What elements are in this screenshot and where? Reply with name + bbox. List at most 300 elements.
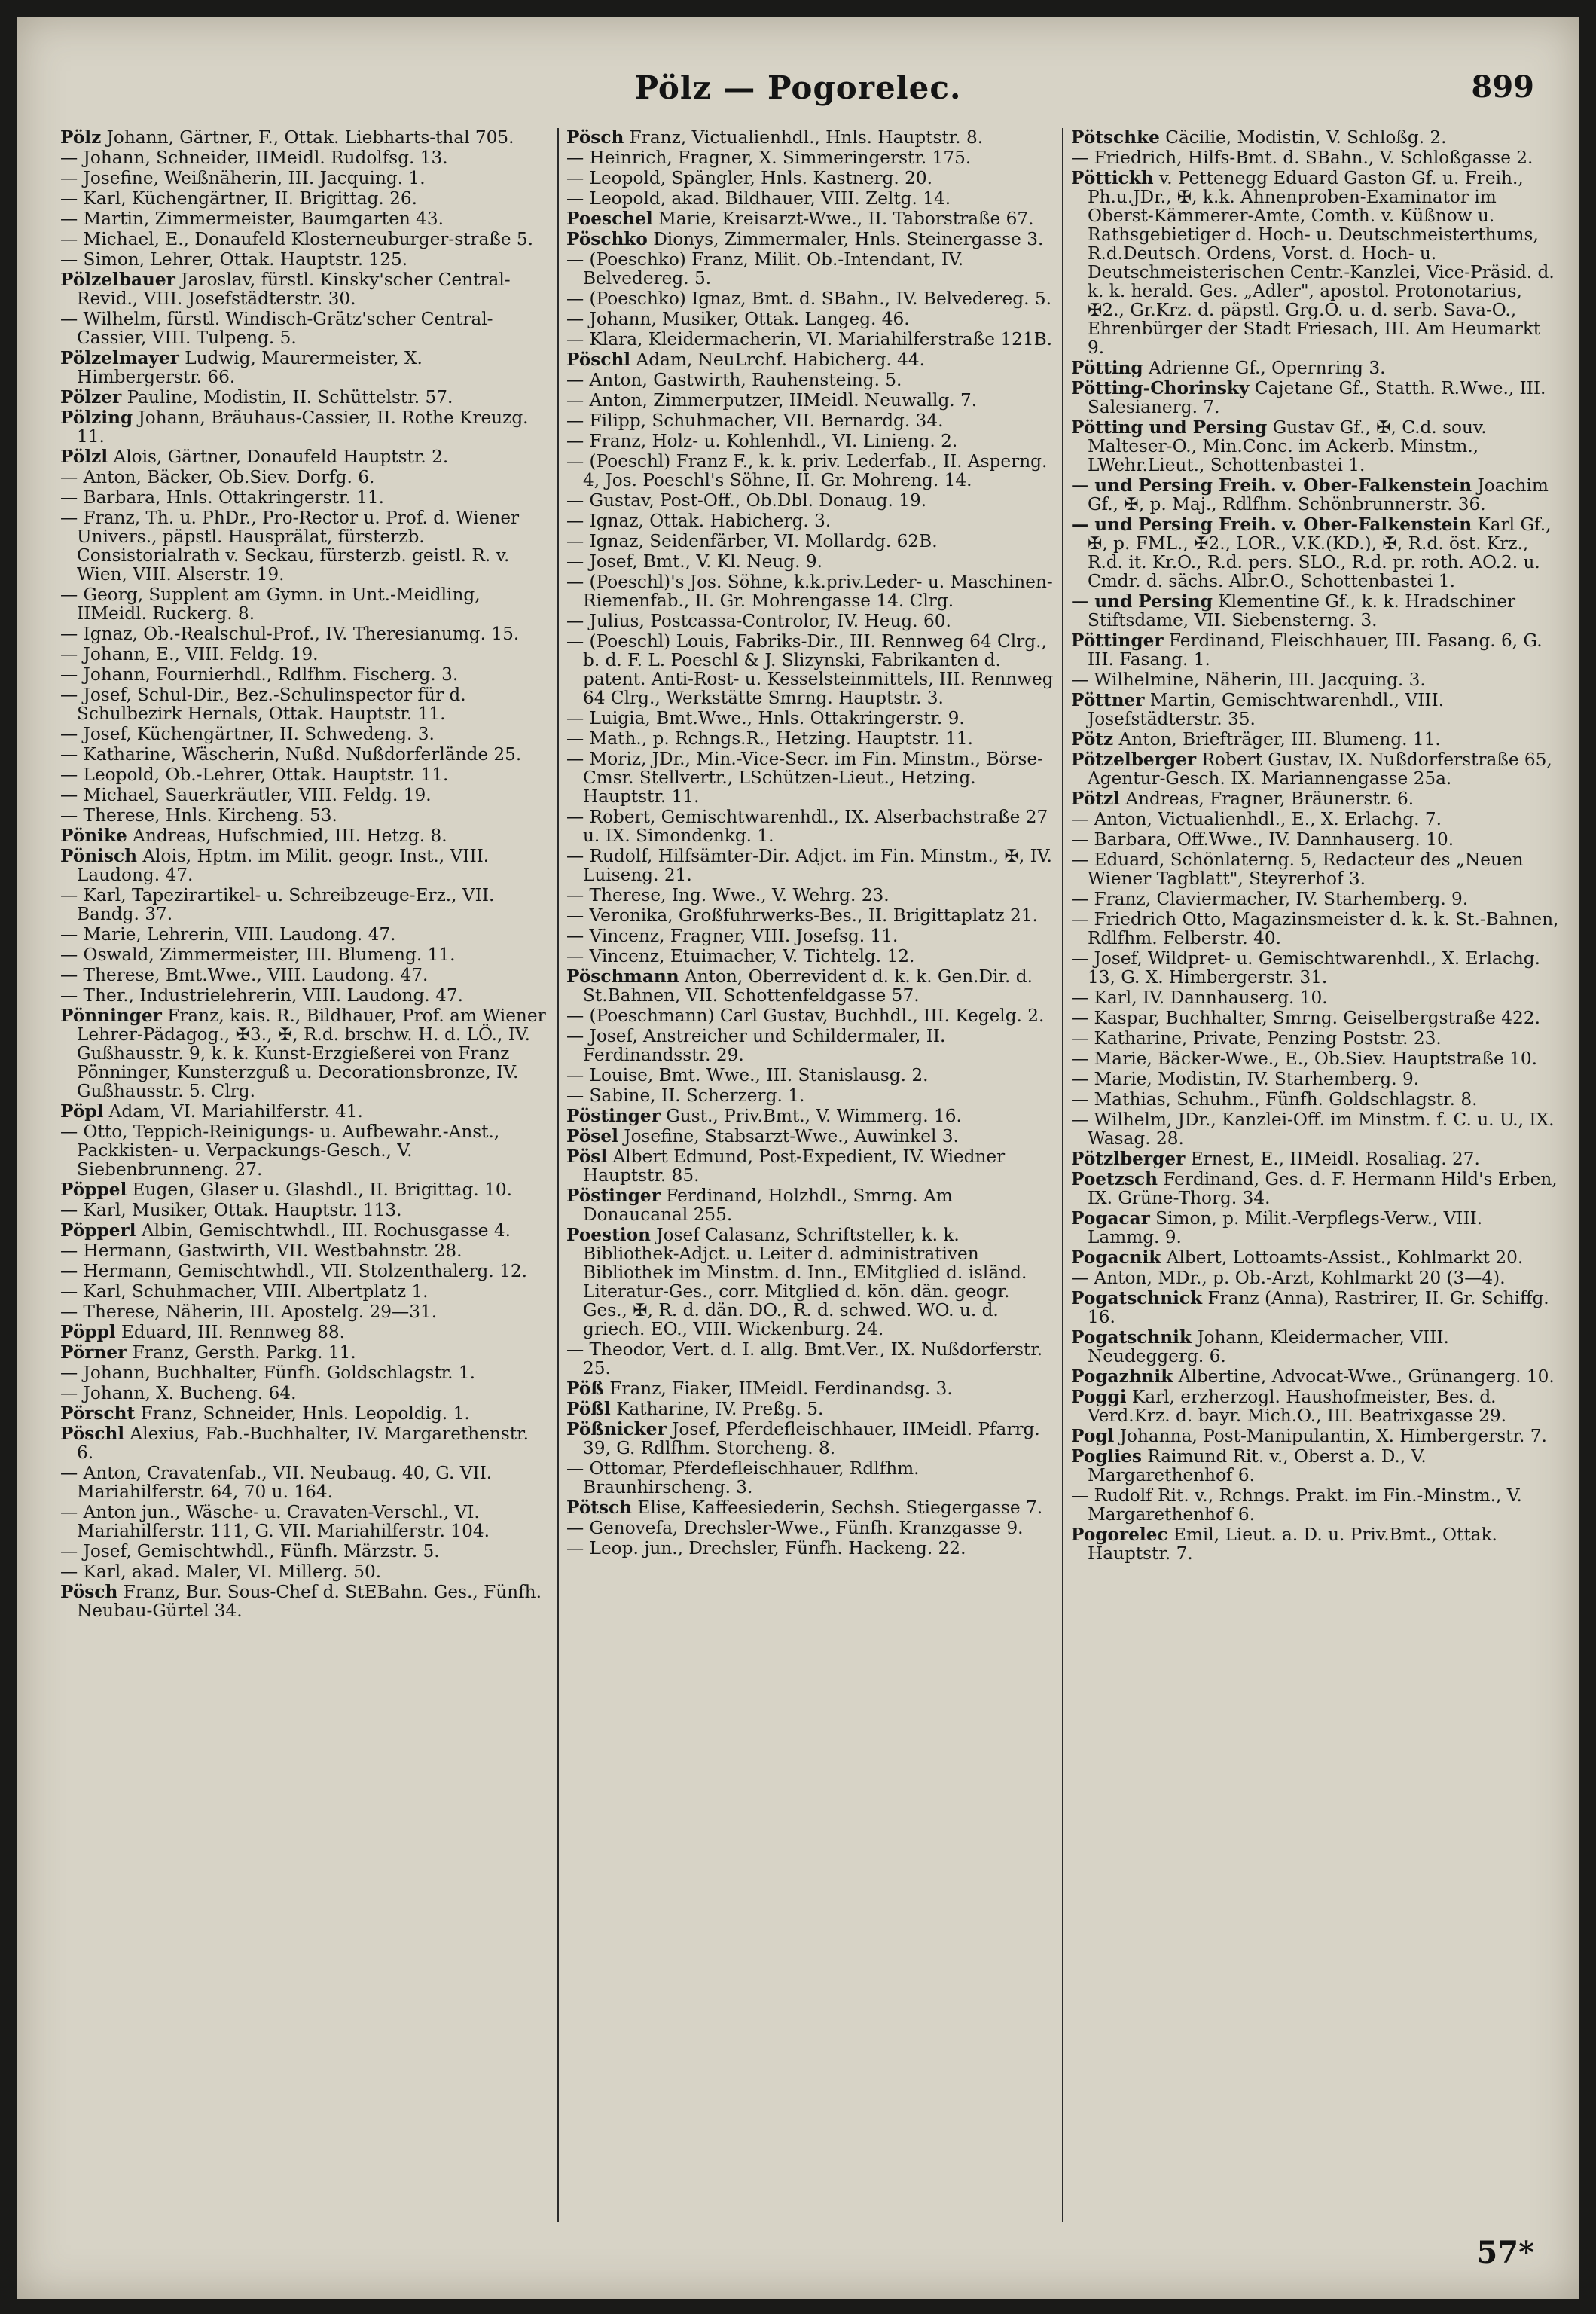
directory-entry: [566, 1400, 1054, 1418]
directory-entry: [566, 632, 1054, 707]
entry-details: — Ignaz, Ob.-Realschul-Prof., IV. Theresianumg. 15.: [60, 624, 520, 644]
directory-entry: [60, 169, 550, 188]
entry-surname: Poetzsch: [1071, 1169, 1158, 1189]
entry-surname: Pötting und Persing: [1071, 417, 1268, 438]
entry-details: Alexius, Fab.-Buchhalter, IV. Margarethenstr. 6.: [77, 1424, 529, 1463]
entry-details: — Friedrich, Hilfs-Bmt. d. SBahn., V. Schloßgasse 2.: [1071, 148, 1533, 168]
entry-details: — (Poeschmann) Carl Gustav, Buchhdl., III. Kegelg. 2.: [566, 1006, 1045, 1026]
entry-details: Elise, Kaffeesiederin, Sechsh. Stiegergasse 7.: [632, 1497, 1043, 1518]
entry-surname: Pogatschnick: [1071, 1288, 1203, 1308]
entry-surname: Pößnicker: [566, 1419, 667, 1439]
entry-surname: Pösch: [60, 1582, 118, 1602]
directory-entry: [566, 1027, 1054, 1064]
entry-details: — Michael, Sauerkräutler, VIII. Feldg. 19.: [60, 785, 432, 805]
entry-details: — Ottomar, Pferdefleischhauer, Rdlfhm. Braunhirscheng. 3.: [566, 1458, 920, 1497]
directory-entry: [1071, 128, 1559, 147]
entry-surname: Pöppel: [60, 1180, 127, 1200]
directory-entry: [566, 1539, 1054, 1558]
directory-entry: [1071, 418, 1559, 475]
entry-surname: Poeschel: [566, 209, 653, 229]
entry-details: Franz, kais. R., Bildhauer, Prof. am Wiener Lehrer-Pädagog., ✠3., ✠, R.d. brschw. H. d. LÖ., IV. Gußhausstr. 9, k. k. Kunst-Erzgießerei von Franz Pönninger, Kunsterzguß u. Decorationsbronze, IV. Gußhausstr. 5. Clrg.: [77, 1006, 546, 1101]
directory-entry: [1071, 1248, 1559, 1267]
directory-entry: [566, 169, 1054, 188]
entry-details: — Johann, Fournierhdl., Rdlfhm. Fischerg. 3.: [60, 664, 459, 685]
directory-entry: [1071, 949, 1559, 987]
entry-details: — Leopold, Spängler, Hnls. Kastnerg. 20.: [566, 168, 932, 188]
page-header: [17, 69, 1579, 114]
entry-details: — Sabine, II. Scherzerg. 1.: [566, 1085, 805, 1106]
entry-details: Josef Calasanz, Schriftsteller, k. k. Bibliothek-Adjct. u. Leiter d. administrativen Bibliothek im Minstm. d. Inn., EMitglied d. isländ. Literatur-Ges., corr. Mitglied d. kön. dän. geogr. Ges., ✠, R. d. dän. DO., R. d. schwed. WO. u. d. griech. EO., VIII. Wickenburg. 24.: [583, 1225, 1027, 1339]
directory-entry: [566, 1340, 1054, 1378]
directory-entry: [1071, 1486, 1559, 1524]
entry-details: — Math., p. Rchngs.R., Hetzing. Hauptstr. 11.: [566, 728, 973, 749]
entry-details: — Martin, Zimmermeister, Baumgarten 43.: [60, 209, 444, 229]
entry-details: Alois, Hptm. im Milit. geogr. Inst., VIII. Laudong. 47.: [77, 846, 490, 885]
entry-surname: Pönninger: [60, 1006, 162, 1026]
entry-details: Eugen, Glaser u. Glashdl., II. Brigittag. 10.: [127, 1180, 513, 1200]
entry-details: — Hermann, Gemischtwhdl., VII. Stolzenthalerg. 12.: [60, 1261, 527, 1281]
directory-entry: [566, 371, 1054, 389]
directory-entry: [566, 1186, 1054, 1224]
entry-surname: Pöttinger: [1071, 630, 1164, 651]
entry-details: Karl, erzherzogl. Haushofmeister, Bes. d. Verd.Krz. d. bayr. Mich.O., III. Beatrixgasse 29.: [1088, 1387, 1506, 1426]
directory-entry: [60, 270, 550, 308]
directory-entry: [1071, 515, 1559, 591]
entry-details: Marie, Kreisarzt-Wwe., II. Taborstraße 67.: [652, 209, 1034, 229]
entry-details: Johann, Gärtner, F., Ottak. Liebharts-thal 705.: [101, 128, 514, 148]
directory-entry: [60, 847, 550, 884]
directory-entry: [566, 1107, 1054, 1125]
entry-surname: Pösch: [566, 128, 624, 148]
entry-details: Andreas, Hufschmied, III. Hetzg. 8.: [127, 826, 447, 846]
entry-details: — Georg, Supplent am Gymn. in Unt.-Meidling, IIMeidl. Ruckerg. 8.: [60, 585, 481, 624]
entry-details: — Josef, Schul-Dir., Bez.-Schulinspector für d. Schulbezirk Hernals, Ottak. Hauptstr. 11.: [60, 685, 466, 724]
entry-details: — Klara, Kleidermacherin, VI. Mariahilferstraße 121B.: [566, 329, 1052, 350]
entry-surname: Pöttner: [1071, 690, 1145, 710]
entry-surname: Pötsch: [566, 1497, 633, 1518]
entry-surname: Pößl: [566, 1399, 611, 1419]
directory-entry: [1071, 592, 1559, 630]
directory-entry: [1071, 850, 1559, 888]
directory-entry: [60, 1221, 550, 1240]
entry-surname: Pötting-Chorinsky: [1071, 378, 1250, 398]
entry-details: — Kaspar, Buchhalter, Smrng. Geiselbergstraße 422.: [1071, 1008, 1540, 1028]
entry-details: — (Poeschko) Ignaz, Bmt. d. SBahn., IV. Belvedereg. 5.: [566, 288, 1051, 309]
entry-details: — Josef, Wildpret- u. Gemischtwarenhdl., X. Erlachg. 13, G. X. Himbergerstr. 31.: [1071, 948, 1541, 988]
directory-entry: [60, 1464, 550, 1501]
directory-entry: [1071, 1367, 1559, 1386]
directory-entry: [60, 1122, 550, 1179]
entry-details: Adam, NeuLrchf. Habicherg. 44.: [630, 350, 925, 370]
directory-entry: [566, 411, 1054, 430]
directory-entry: [1071, 691, 1559, 728]
directory-entry: [60, 786, 550, 804]
directory-entry: [60, 349, 550, 386]
directory-entry: [60, 1424, 550, 1462]
directory-entry: [60, 745, 550, 764]
entry-surname: Pogatschnik: [1071, 1327, 1192, 1348]
entry-details: — Johann, Schneider, IIMeidl. Rudolfsg. 13.: [60, 148, 448, 168]
directory-entry: [566, 230, 1054, 249]
directory-entry: [60, 1241, 550, 1260]
entry-details: — Genovefa, Drechsler-Wwe., Fünfh. Kranzgasse 9.: [566, 1518, 1024, 1538]
entry-surname: Pötzl: [1071, 789, 1120, 809]
directory-entry: [60, 1503, 550, 1540]
directory-entry: [60, 189, 550, 208]
entry-surname: Pöppl: [60, 1322, 116, 1342]
directory-entry: [1071, 631, 1559, 669]
directory-entry: [60, 1262, 550, 1281]
entry-details: — Marie, Lehrerin, VIII. Laudong. 47.: [60, 924, 396, 945]
signature-mark: 57*: [1476, 2235, 1534, 2270]
entry-details: — Luigia, Bmt.Wwe., Hnls. Ottakringerstr. 9.: [566, 708, 965, 728]
entry-details: — Wilhelm, JDr., Kanzlei-Off. im Minstm. f. C. u. U., IX. Wasag. 28.: [1071, 1110, 1555, 1149]
directory-entry: [60, 826, 550, 845]
entry-details: Karl Gf., ✠, p. FML., ✠2., LOR., V.K.(KD.), ✠, R.d. öst. Krz., R.d. it. Kr.O., R.d. pers. SLO., R.d. pr. roth. AO.2. u. Cmdr. d. sächs. Albr.O., Schottenbastei 1.: [1088, 514, 1552, 591]
directory-entry: [566, 927, 1054, 945]
entry-surname: Pogacnik: [1071, 1247, 1161, 1268]
entry-details: Dionys, Zimmermaler, Hnls. Steinergasse 3.: [647, 229, 1044, 249]
entry-details: Cajetane Gf., Statth. R.Wwe., III. Salesianerg. 7.: [1088, 378, 1546, 417]
entry-surname: Pörscht: [60, 1403, 136, 1424]
directory-entry: [1071, 1525, 1559, 1563]
directory-entry: [60, 310, 550, 347]
directory-entry: [566, 1519, 1054, 1537]
entry-details: — Rudolf, Hilfsämter-Dir. Adjct. im Fin. Minstm., ✠, IV. Luiseng. 21.: [566, 846, 1052, 885]
entry-details: Franz, Schneider, Hnls. Leopoldig. 1.: [135, 1403, 470, 1424]
entry-surname: Pogorelec: [1071, 1525, 1168, 1545]
entry-details: Anton, Briefträger, III. Blumeng. 11.: [1113, 729, 1441, 749]
entry-surname: — und Persing: [1071, 591, 1213, 612]
directory-entry: [1071, 830, 1559, 849]
entry-surname: Pötzelberger: [1071, 749, 1197, 770]
directory-entry: [1071, 670, 1559, 689]
entry-details: — Heinrich, Fragner, X. Simmeringerstr. 175.: [566, 148, 972, 168]
entry-details: Albert, Lottoamts-Assist., Kohlmarkt 20.: [1161, 1247, 1524, 1268]
entry-details: Adrienne Gf., Opernring 3.: [1143, 358, 1386, 378]
entry-details: — Otto, Teppich-Reinigungs- u. Aufbewahr.-Anst., Packkisten- u. Verpackungs-Gesch., V. Siebenbrunneng. 27.: [60, 1122, 500, 1180]
entry-details: Ferdinand, Ges. d. F. Hermann Hild's Erben, IX. Grüne-Thorg. 34.: [1088, 1169, 1558, 1208]
entry-details: — Josef, Anstreicher und Schildermaler, II. Ferdinandsstr. 29.: [566, 1026, 946, 1065]
entry-details: — Johann, X. Bucheng. 64.: [60, 1383, 297, 1403]
entry-details: — Louise, Bmt. Wwe., III. Stanislausg. 2.: [566, 1065, 929, 1085]
directory-entry: [1071, 750, 1559, 788]
directory-entry: [1071, 1328, 1559, 1366]
directory-entry: [1071, 988, 1559, 1007]
entry-details: — Josef, Küchengärtner, II. Schwedeng. 3.: [60, 724, 435, 744]
directory-entry: [566, 391, 1054, 410]
entry-surname: Pöschmann: [566, 966, 679, 987]
directory-entry: [566, 1226, 1054, 1339]
directory-entry: [1071, 476, 1559, 514]
directory-entry: [1071, 1070, 1559, 1088]
entry-details: — Ignaz, Seidenfärber, VI. Mollardg. 62B.: [566, 531, 938, 551]
entry-details: — Barbara, Hnls. Ottakringerstr. 11.: [60, 487, 385, 508]
entry-details: — Wilhelmine, Näherin, III. Jacquing. 3.: [1071, 670, 1426, 690]
entry-details: Cäcilie, Modistin, V. Schloßg. 2.: [1159, 128, 1447, 148]
directory-entry: [60, 685, 550, 723]
entry-details: Albert Edmund, Post-Expedient, IV. Wiedner Hauptstr. 85.: [583, 1146, 1006, 1186]
directory-entry: [60, 986, 550, 1005]
entry-details: — Franz, Th. u. PhDr., Pro-Rector u. Prof. d. Wiener Univers., päpstl. Hausprälat, fürsterzb. Consistorialrath v. Seckau, fürsterzb. geistl. R. v. Wien, VIII. Alserstr. 19.: [60, 508, 520, 585]
directory-entry: [60, 645, 550, 664]
directory-entry: [566, 749, 1054, 806]
directory-entry: [566, 511, 1054, 530]
entry-details: Robert Gustav, IX. Nußdorferstraße 65, Agentur-Gesch. IX. Mariannengasse 25a.: [1088, 749, 1552, 789]
entry-details: Gust., Priv.Bmt., V. Wimmerg. 16.: [660, 1106, 962, 1126]
entry-surname: Pölz: [60, 128, 102, 148]
directory-entry: [60, 1583, 550, 1620]
directory-entry: [60, 488, 550, 507]
directory-entry: [1071, 1268, 1559, 1287]
directory-entry: [60, 1363, 550, 1382]
directory-entry: [1071, 1090, 1559, 1109]
entry-details: — Karl, Schuhmacher, VIII. Albertplatz 1.: [60, 1281, 429, 1302]
entry-details: Katharine, IV. Preßg. 5.: [610, 1399, 824, 1419]
entry-details: Josefine, Stabsarzt-Wwe., Auwinkel 3.: [618, 1126, 959, 1146]
entry-details: — Josef, Gemischtwhdl., Fünfh. Märzstr. 5.: [60, 1541, 440, 1561]
entry-details: Ludwig, Maurermeister, X. Himbergerstr. 66.: [77, 348, 423, 387]
directory-entry: [566, 1147, 1054, 1185]
directory-entry: [1071, 910, 1559, 948]
directory-entry: [1071, 890, 1559, 908]
entry-surname: Pöß: [566, 1378, 604, 1399]
directory-entry: [1071, 1110, 1559, 1148]
entry-details: — Eduard, Schönlaterng. 5, Redacteur des „Neuen Wiener Tagblatt", Steyrerhof 3.: [1071, 850, 1524, 889]
directory-entry: [1071, 1009, 1559, 1027]
entry-surname: Pötz: [1071, 729, 1114, 749]
entry-details: — Vincenz, Etuimacher, V. Tichtelg. 12.: [566, 946, 915, 966]
entry-details: — Oswald, Zimmermeister, III. Blumeng. 11.: [60, 945, 456, 965]
entry-surname: Pöpl: [60, 1101, 104, 1122]
entry-details: — Mathias, Schuhm., Fünfh. Goldschlagstr. 8.: [1071, 1089, 1478, 1110]
directory-entry: [60, 508, 550, 584]
entry-details: — Michael, E., Donaufeld Klosterneuburger-straße 5.: [60, 229, 534, 249]
entry-surname: Pölzl: [60, 447, 108, 467]
entry-details: — Franz, Claviermacher, IV. Starhemberg. 9.: [1071, 889, 1469, 909]
directory-entry: [1071, 169, 1559, 357]
directory-entry: [1071, 1029, 1559, 1048]
directory-entry: [1071, 1209, 1559, 1247]
directory-entry: [60, 408, 550, 446]
entry-details: — Simon, Lehrer, Ottak. Hauptstr. 125.: [60, 249, 408, 270]
entry-details: — Therese, Näherin, III. Apostelg. 29—31.: [60, 1302, 438, 1322]
entry-details: — Gustav, Post-Off., Ob.Dbl. Donaug. 19.: [566, 490, 927, 511]
entry-details: Franz, Fiaker, IIMeidl. Ferdinandsg. 3.: [603, 1378, 953, 1399]
entry-details: — Leopold, Ob.-Lehrer, Ottak. Hauptstr. 11.: [60, 765, 449, 785]
directory-page: [17, 17, 1579, 2299]
entry-details: Simon, p. Milit.-Verpflegs-Verw., VIII. Lammg. 9.: [1088, 1208, 1483, 1247]
entry-details: Adam, VI. Mariahilferstr. 41.: [103, 1101, 363, 1122]
directory-entry: [1071, 1170, 1559, 1207]
entry-surname: Pöstinger: [566, 1106, 661, 1126]
entry-details: — Ignaz, Ottak. Habicherg. 3.: [566, 511, 832, 531]
directory-entry: [60, 388, 550, 407]
entry-details: — Anton, Zimmerputzer, IIMeidl. Neuwallg. 7.: [566, 390, 978, 411]
entry-surname: — und Persing Freih. v. Ober-Falkenstein: [1071, 514, 1472, 535]
entry-surname: Pölzelbauer: [60, 270, 175, 290]
entry-details: — Vincenz, Fragner, VIII. Josefsg. 11.: [566, 926, 899, 946]
entry-details: Ernest, E., IIMeidl. Rosaliag. 27.: [1185, 1149, 1480, 1169]
directory-entry: [566, 1420, 1054, 1458]
entry-surname: Pöschl: [60, 1424, 125, 1444]
entry-details: Martin, Gemischtwarenhdl., VIII. Josefstädterstr. 35.: [1088, 690, 1445, 729]
entry-details: — (Poeschko) Franz, Milit. Ob.-Intendant, IV. Belvedereg. 5.: [566, 249, 964, 288]
entry-surname: Pölzing: [60, 408, 133, 428]
entry-details: — Filipp, Schuhmacher, VII. Bernardg. 34.: [566, 411, 944, 431]
directory-entry: [566, 432, 1054, 450]
entry-surname: Pöstinger: [566, 1186, 661, 1206]
entry-details: — Rudolf Rit. v., Rchngs. Prakt. im Fin.-Minstm., V. Margarethenhof 6.: [1071, 1485, 1522, 1525]
directory-entry: [1071, 359, 1559, 377]
directory-entry: [566, 886, 1054, 905]
entry-details: — Ther., Industrielehrerin, VIII. Laudong. 47.: [60, 985, 464, 1006]
entry-details: Albertine, Advocat-Wwe., Grünangerg. 10.: [1173, 1366, 1555, 1387]
entry-details: — Johann, E., VIII. Feldg. 19.: [60, 644, 319, 664]
entry-details: — (Poeschl) Louis, Fabriks-Dir., III. Rennweg 64 Clrg., b. d. F. L. Poeschl & J. Slizynski, Fabrikanten d. patent. Anti-Rost- u. Kesselsteinmittels, III. Rennweg 64 Clrg., Werkstätte Smrng. Hauptstr. 3.: [566, 631, 1054, 708]
entry-surname: Poggi: [1071, 1387, 1127, 1407]
column-right: [1062, 128, 1567, 2222]
directory-entry: [1071, 1289, 1559, 1326]
entry-details: — Anton, Gastwirth, Rauhensteing. 5.: [566, 370, 902, 390]
entry-surname: Pösel: [566, 1126, 618, 1146]
entry-details: — Anton jun., Wäsche- u. Cravaten-Verschl., VI. Mariahilferstr. 111, G. VII. Mariahilferstr. 104.: [60, 1502, 490, 1541]
directory-entry: [1071, 1447, 1559, 1485]
entry-columns: [53, 128, 1567, 2222]
directory-entry: [60, 250, 550, 269]
entry-details: Andreas, Fragner, Bräunerstr. 6.: [1119, 789, 1414, 809]
directory-entry: [1071, 379, 1559, 417]
directory-entry: [566, 310, 1054, 328]
directory-entry: [60, 230, 550, 249]
entry-details: Franz (Anna), Rastrirer, II. Gr. Schiffg. 16.: [1088, 1288, 1549, 1327]
directory-entry: [566, 209, 1054, 228]
entry-surname: — und Persing Freih. v. Ober-Falkenstein: [1071, 475, 1472, 496]
entry-details: — Josefine, Weißnäherin, III. Jacquing. 1.: [60, 168, 426, 188]
entry-details: Franz, Victualienhdl., Hnls. Hauptstr. 8.: [624, 128, 984, 148]
directory-entry: [566, 350, 1054, 369]
entry-details: — Friedrich Otto, Magazinsmeister d. k. k. St.-Bahnen, Rdlfhm. Felberstr. 40.: [1071, 909, 1559, 948]
entry-surname: Pösl: [566, 1146, 608, 1167]
entry-details: Jaroslav, fürstl. Kinsky'scher Central-Revid., VIII. Josefstädterstr. 30.: [77, 270, 511, 309]
entry-details: — Katharine, Private, Penzing Poststr. 23.: [1071, 1028, 1442, 1049]
directory-entry: [60, 1006, 550, 1101]
directory-entry: [60, 1384, 550, 1403]
entry-details: — (Poeschl)'s Jos. Söhne, k.k.priv.Leder- u. Maschinen-Riemenfab., II. Gr. Mohrengasse 14. Clrg.: [566, 572, 1053, 611]
directory-entry: [566, 847, 1054, 884]
directory-entry: [566, 967, 1054, 1005]
directory-entry: [60, 148, 550, 167]
entry-details: — Moriz, JDr., Min.-Vice-Secr. im Fin. Minstm., Börse-Cmsr. Stellvertr., LSchützen-Lieut., Hetzing. Hauptstr. 11.: [566, 749, 1043, 807]
directory-entry: [566, 1066, 1054, 1085]
directory-entry: [60, 468, 550, 487]
entry-surname: Pönisch: [60, 846, 137, 866]
entry-details: — Hermann, Gastwirth, VII. Westbahnstr. 28.: [60, 1241, 462, 1261]
entry-details: Ferdinand, Holzhdl., Smrng. Am Donaucanal 255.: [583, 1186, 953, 1225]
entry-details: — Marie, Bäcker-Wwe., E., Ob.Siev. Hauptstraße 10.: [1071, 1049, 1537, 1069]
entry-details: — Josef, Bmt., V. Kl. Neug. 9.: [566, 551, 822, 572]
entry-details: Emil, Lieut. a. D. u. Priv.Bmt., Ottak. Hauptstr. 7.: [1088, 1525, 1497, 1564]
directory-entry: [60, 725, 550, 743]
entry-surname: Pönike: [60, 826, 127, 846]
entry-surname: Pörner: [60, 1342, 127, 1363]
directory-entry: [60, 1282, 550, 1301]
directory-entry: [1071, 730, 1559, 749]
entry-details: — Karl, akad. Maler, VI. Millerg. 50.: [60, 1561, 382, 1582]
entry-details: Gustav Gf., ✠, C.d. souv. Malteser-O., Min.Conc. im Ackerb. Minstm., LWehr.Lieut., Schottenbastei 1.: [1088, 417, 1487, 475]
entry-surname: Poglies: [1071, 1446, 1142, 1467]
directory-entry: [60, 765, 550, 784]
directory-entry: [60, 665, 550, 684]
entry-details: — Theodor, Vert. d. I. allg. Bmt.Ver., IX. Nußdorferstr. 25.: [566, 1339, 1043, 1378]
directory-entry: [60, 447, 550, 466]
entry-details: — Anton, Bäcker, Ob.Siev. Dorfg. 6.: [60, 467, 375, 487]
entry-details: — Johann, Buchhalter, Fünfh. Goldschlagstr. 1.: [60, 1363, 476, 1383]
directory-entry: [60, 806, 550, 825]
entry-details: Joachim Gf., ✠, p. Maj., Rdlfhm. Schönbrunnerstr. 36.: [1088, 475, 1549, 514]
entry-details: Anton, Oberrevident d. k. k. Gen.Dir. d. St.Bahnen, VII. Schottenfeldgasse 57.: [583, 966, 1033, 1006]
entry-details: — Karl, Tapezirartikel- u. Schreibzeuge-Erz., VII. Bandg. 37.: [60, 885, 495, 924]
directory-entry: [566, 1459, 1054, 1497]
directory-entry: [566, 1006, 1054, 1025]
entry-details: — Barbara, Off.Wwe., IV. Dannhauserg. 10.: [1071, 829, 1454, 850]
directory-entry: [566, 491, 1054, 510]
directory-entry: [1071, 1387, 1559, 1425]
entry-details: — Karl, Küchengärtner, II. Brigittag. 26.: [60, 188, 418, 209]
directory-entry: [60, 1201, 550, 1220]
page-number: 899: [1471, 69, 1534, 105]
entry-details: Johann, Bräuhaus-Cassier, II. Rothe Kreuzg. 11.: [77, 408, 529, 447]
directory-entry: [1071, 148, 1559, 167]
directory-entry: [566, 189, 1054, 208]
entry-details: — Veronika, Großfuhrwerks-Bes., II. Brigittaplatz 21.: [566, 905, 1038, 926]
running-head: Pölz — Pogorelec.: [634, 69, 962, 106]
directory-entry: [566, 330, 1054, 349]
entry-details: Alois, Gärtner, Donaufeld Hauptstr. 2.: [108, 447, 449, 467]
entry-details: Albin, Gemischtwhdl., III. Rochusgasse 4.: [136, 1220, 511, 1241]
entry-details: — Marie, Modistin, IV. Starhemberg. 9.: [1071, 1069, 1420, 1089]
directory-entry: [566, 906, 1054, 925]
entry-details: Ferdinand, Fleischhauer, III. Fasang. 6, G. III. Fasang. 1.: [1088, 630, 1543, 670]
entry-details: — Karl, IV. Dannhauserg. 10.: [1071, 988, 1328, 1008]
directory-entry: [60, 925, 550, 944]
entry-surname: Pöschl: [566, 350, 631, 370]
directory-entry: [566, 452, 1054, 490]
directory-entry: [566, 1379, 1054, 1398]
entry-surname: Pötting: [1071, 358, 1143, 378]
entry-details: — Therese, Ing. Wwe., V. Wehrg. 23.: [566, 885, 890, 905]
entry-surname: Pogazhnik: [1071, 1366, 1173, 1387]
entry-surname: Pöpperl: [60, 1220, 136, 1241]
directory-entry: [60, 209, 550, 228]
directory-entry: [60, 966, 550, 985]
entry-details: — Anton, MDr., p. Ob.-Arzt, Kohlmarkt 20 (3—4).: [1071, 1268, 1506, 1288]
directory-entry: [566, 947, 1054, 966]
entry-details: — Anton, Cravatenfab., VII. Neubaug. 40, G. VII. Mariahilferstr. 64, 70 u. 164.: [60, 1463, 493, 1502]
directory-entry: [566, 1086, 1054, 1105]
entry-surname: Pötzlberger: [1071, 1149, 1186, 1169]
directory-entry: [566, 552, 1054, 571]
directory-entry: [566, 532, 1054, 551]
directory-entry: [60, 1302, 550, 1321]
directory-entry: [60, 1102, 550, 1121]
directory-entry: [566, 807, 1054, 845]
directory-entry: [60, 585, 550, 623]
directory-entry: [60, 1323, 550, 1342]
entry-details: — Katharine, Wäscherin, Nußd. Nußdorferlände 25.: [60, 744, 522, 765]
directory-entry: [1071, 1427, 1559, 1445]
directory-entry: [1071, 789, 1559, 808]
